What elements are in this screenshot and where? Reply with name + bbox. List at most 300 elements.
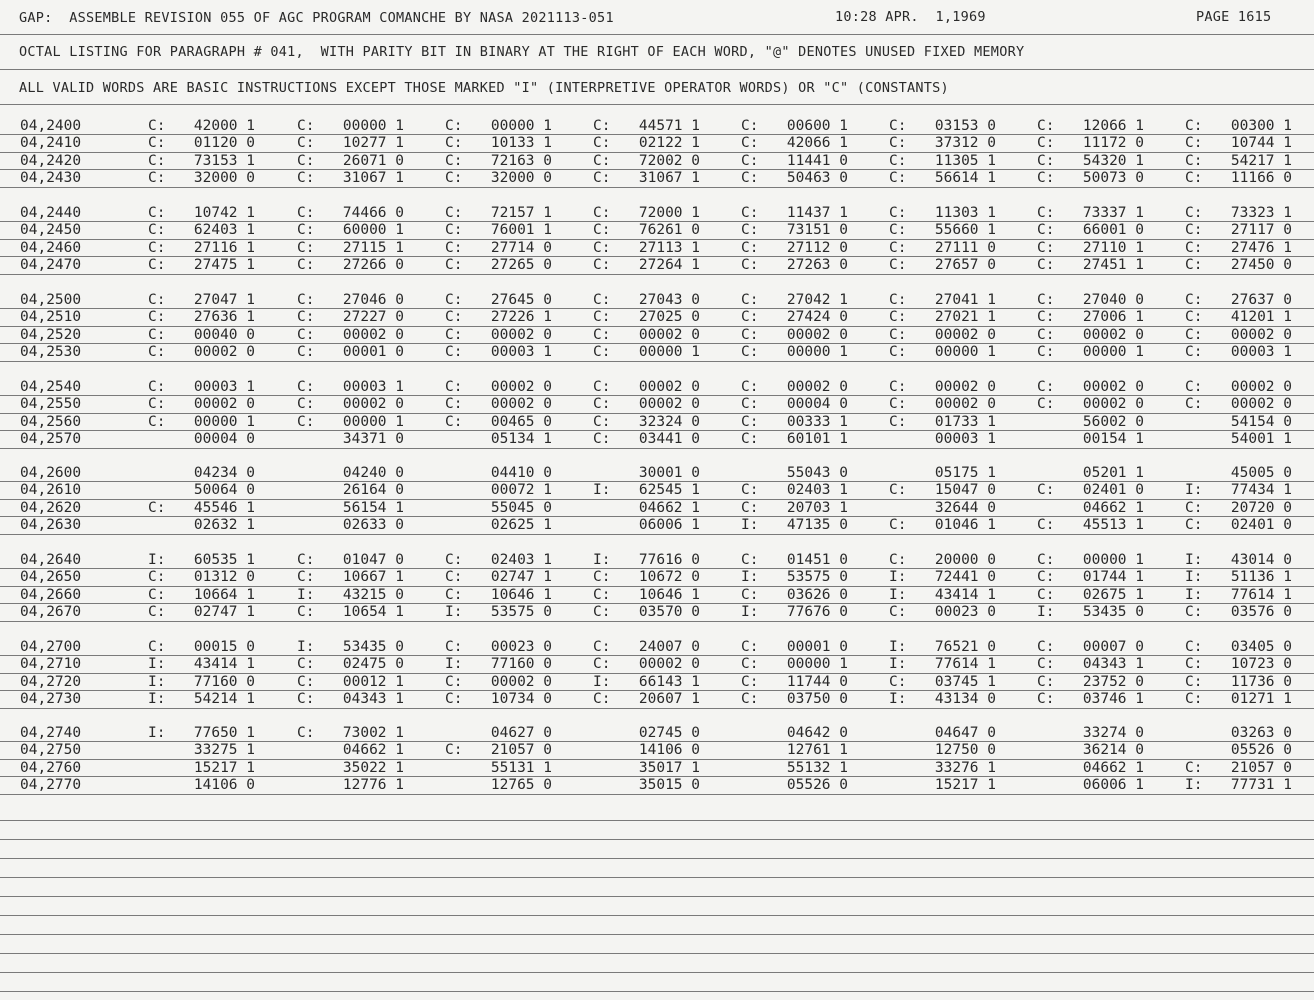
octal-word: 77614 1	[934, 656, 996, 673]
constant-marker: C:	[1185, 499, 1203, 516]
octal-word: 34371 0	[342, 431, 404, 448]
octal-word: 01271 1	[1230, 691, 1292, 708]
listing-row	[0, 569, 1314, 587]
constant-marker: C:	[741, 344, 759, 361]
row-address: 04,2570	[20, 431, 82, 448]
octal-word: 27226 1	[490, 309, 552, 326]
octal-word: 02632 1	[193, 517, 255, 534]
constant-marker: C:	[741, 656, 759, 673]
octal-word: 12750 0	[934, 742, 996, 759]
constant-marker: C:	[741, 379, 759, 395]
octal-word: 73153 1	[193, 152, 255, 169]
constant-marker: C:	[1185, 205, 1203, 221]
octal-word: 04343 1	[342, 691, 404, 708]
constant-marker: C:	[148, 344, 166, 361]
octal-word: 54217 1	[1230, 152, 1292, 169]
interpretive-marker: I:	[889, 656, 907, 673]
octal-word: 50463 0	[786, 170, 848, 187]
constant-marker: C:	[889, 239, 907, 256]
interpretive-marker: I:	[889, 691, 907, 708]
octal-word: 00003 1	[490, 344, 552, 361]
octal-word: 02401 0	[1082, 482, 1144, 499]
row-address: 04,2750	[20, 742, 82, 759]
octal-word: 72157 1	[490, 205, 552, 221]
row-address: 04,2740	[20, 725, 82, 741]
octal-word: 00002 0	[1230, 326, 1292, 343]
row-address: 04,2770	[20, 777, 82, 794]
octal-word: 00002 0	[1082, 326, 1144, 343]
octal-word: 03746 1	[1082, 691, 1144, 708]
octal-word: 55660 1	[934, 222, 996, 239]
octal-word: 00000 1	[1082, 344, 1144, 361]
octal-word: 73323 1	[1230, 205, 1292, 221]
listing-row	[0, 292, 1314, 310]
listing-row	[0, 760, 1314, 778]
octal-word: 00154 1	[1082, 431, 1144, 448]
octal-word: 06006 1	[1082, 777, 1144, 794]
octal-word: 11172 0	[1082, 135, 1144, 152]
octal-word: 27110 1	[1082, 239, 1144, 256]
octal-word: 00002 0	[490, 396, 552, 413]
constant-marker: C:	[445, 413, 463, 430]
constant-marker: C:	[1185, 396, 1203, 413]
octal-word: 00002 0	[1230, 379, 1292, 395]
constant-marker: C:	[741, 118, 759, 134]
octal-word: 60000 1	[342, 222, 404, 239]
listing-row	[0, 674, 1314, 692]
constant-marker: C:	[889, 673, 907, 690]
constant-marker: C:	[593, 344, 611, 361]
octal-word: 77616 0	[638, 552, 700, 568]
row-address: 04,2410	[20, 135, 82, 152]
constant-marker: C:	[593, 639, 611, 655]
listing-row	[0, 327, 1314, 345]
constant-marker: C:	[741, 673, 759, 690]
ruled-line	[0, 972, 1314, 973]
octal-word: 33275 1	[193, 742, 255, 759]
constant-marker: C:	[889, 604, 907, 621]
octal-word: 00023 0	[490, 639, 552, 655]
constant-marker: C:	[445, 135, 463, 152]
interpretive-marker: I:	[445, 604, 463, 621]
octal-word: 00000 1	[490, 118, 552, 134]
octal-word: 02747 1	[490, 569, 552, 586]
constant-marker: C:	[445, 292, 463, 308]
octal-word: 01744 1	[1082, 569, 1144, 586]
octal-word: 04662 1	[342, 742, 404, 759]
constant-marker: C:	[148, 309, 166, 326]
octal-word: 00000 1	[1082, 552, 1144, 568]
constant-marker: C:	[1185, 344, 1203, 361]
octal-word: 04240 0	[342, 465, 404, 481]
constant-marker: C:	[741, 135, 759, 152]
constant-marker: C:	[889, 482, 907, 499]
constant-marker: C:	[148, 222, 166, 239]
ruled-line	[0, 69, 1314, 70]
octal-word: 00333 1	[786, 413, 848, 430]
constant-marker: C:	[445, 344, 463, 361]
octal-word: 00002 0	[1082, 379, 1144, 395]
constant-marker: C:	[445, 379, 463, 395]
constant-marker: C:	[297, 725, 315, 741]
constant-marker: C:	[297, 292, 315, 308]
constant-marker: C:	[297, 205, 315, 221]
octal-word: 77731 1	[1230, 777, 1292, 794]
octal-word: 21057 0	[1230, 759, 1292, 776]
interpretive-marker: I:	[297, 586, 315, 603]
constant-marker: C:	[148, 257, 166, 274]
octal-word: 05134 1	[490, 431, 552, 448]
constant-marker: C:	[593, 309, 611, 326]
octal-word: 00000 1	[786, 344, 848, 361]
constant-marker: C:	[741, 691, 759, 708]
constant-marker: C:	[148, 118, 166, 134]
constant-marker: C:	[593, 239, 611, 256]
listing-row	[0, 656, 1314, 674]
octal-word: 42066 1	[786, 135, 848, 152]
octal-word: 20607 1	[638, 691, 700, 708]
octal-word: 01120 0	[193, 135, 255, 152]
constant-marker: C:	[445, 170, 463, 187]
constant-marker: C:	[297, 691, 315, 708]
constant-marker: C:	[148, 239, 166, 256]
constant-marker: C:	[741, 222, 759, 239]
row-address: 04,2720	[20, 673, 82, 690]
octal-word: 10277 1	[342, 135, 404, 152]
row-address: 04,2700	[20, 639, 82, 655]
listing-row	[0, 552, 1314, 570]
listing-row	[0, 222, 1314, 240]
constant-marker: C:	[1185, 759, 1203, 776]
row-address: 04,2730	[20, 691, 82, 708]
constant-marker: C:	[593, 431, 611, 448]
octal-word: 27025 0	[638, 309, 700, 326]
octal-word: 42000 1	[193, 118, 255, 134]
octal-word: 41201 1	[1230, 309, 1292, 326]
listing-row	[0, 414, 1314, 432]
constant-marker: C:	[1037, 482, 1055, 499]
octal-word: 04642 0	[786, 725, 848, 741]
octal-word: 00002 0	[490, 673, 552, 690]
constant-marker: C:	[889, 152, 907, 169]
listing-row	[0, 691, 1314, 709]
octal-word: 10672 0	[638, 569, 700, 586]
octal-word: 24007 0	[638, 639, 700, 655]
constant-marker: C:	[1037, 205, 1055, 221]
interpretive-marker: I:	[148, 552, 166, 568]
constant-marker: C:	[741, 152, 759, 169]
octal-word: 03626 0	[786, 586, 848, 603]
octal-word: 11736 0	[1230, 673, 1292, 690]
constant-marker: C:	[297, 673, 315, 690]
octal-word: 03745 1	[934, 673, 996, 690]
octal-word: 32324 0	[638, 413, 700, 430]
octal-word: 27263 0	[786, 257, 848, 274]
octal-word: 15047 0	[934, 482, 996, 499]
octal-word: 77160 0	[490, 656, 552, 673]
constant-marker: C:	[1037, 257, 1055, 274]
constant-marker: C:	[741, 257, 759, 274]
constant-marker: C:	[1185, 673, 1203, 690]
octal-word: 11441 0	[786, 152, 848, 169]
octal-word: 54154 0	[1230, 413, 1292, 430]
constant-marker: C:	[297, 344, 315, 361]
constant-marker: C:	[1185, 379, 1203, 395]
octal-word: 00012 1	[342, 673, 404, 690]
constant-marker: C:	[1185, 656, 1203, 673]
constant-marker: C:	[1037, 639, 1055, 655]
octal-word: 54214 1	[193, 691, 255, 708]
constant-marker: C:	[445, 205, 463, 221]
octal-word: 43215 0	[342, 586, 404, 603]
constant-marker: C:	[1037, 170, 1055, 187]
octal-word: 60535 1	[193, 552, 255, 568]
row-address: 04,2560	[20, 413, 82, 430]
octal-word: 00002 0	[1230, 396, 1292, 413]
octal-word: 05526 0	[786, 777, 848, 794]
octal-word: 45005 0	[1230, 465, 1292, 481]
interpretive-marker: I:	[1185, 482, 1203, 499]
constant-marker: C:	[741, 309, 759, 326]
constant-marker: C:	[1185, 604, 1203, 621]
constant-marker: C:	[1185, 309, 1203, 326]
listing-row	[0, 604, 1314, 622]
constant-marker: C:	[593, 118, 611, 134]
constant-marker: C:	[889, 257, 907, 274]
constant-marker: C:	[297, 552, 315, 568]
row-address: 04,2600	[20, 465, 82, 481]
constant-marker: C:	[445, 639, 463, 655]
interpretive-marker: I:	[148, 691, 166, 708]
octal-word: 02633 0	[342, 517, 404, 534]
constant-marker: C:	[445, 673, 463, 690]
octal-word: 01733 1	[934, 413, 996, 430]
octal-word: 05526 0	[1230, 742, 1292, 759]
listing-row	[0, 135, 1314, 153]
row-address: 04,2500	[20, 292, 82, 308]
octal-word: 27040 0	[1082, 292, 1144, 308]
constant-marker: C:	[593, 292, 611, 308]
ruled-line	[0, 991, 1314, 992]
row-address: 04,2630	[20, 517, 82, 534]
octal-word: 00001 0	[342, 344, 404, 361]
constant-marker: C:	[148, 639, 166, 655]
constant-marker: C:	[297, 604, 315, 621]
octal-word: 04662 1	[638, 499, 700, 516]
constant-marker: C:	[1185, 152, 1203, 169]
constant-marker: C:	[741, 552, 759, 568]
octal-word: 27265 0	[490, 257, 552, 274]
interpretive-marker: I:	[297, 639, 315, 655]
row-address: 04,2420	[20, 152, 82, 169]
constant-marker: C:	[1037, 222, 1055, 239]
octal-word: 14106 0	[638, 742, 700, 759]
header-time: 10:28 APR. 1,1969	[835, 9, 986, 25]
interpretive-marker: I:	[148, 656, 166, 673]
constant-marker: C:	[1037, 569, 1055, 586]
row-address: 04,2660	[20, 586, 82, 603]
constant-marker: C:	[593, 152, 611, 169]
octal-word: 01047 0	[342, 552, 404, 568]
octal-word: 27424 0	[786, 309, 848, 326]
octal-word: 27227 0	[342, 309, 404, 326]
octal-word: 00465 0	[490, 413, 552, 430]
octal-word: 43414 1	[193, 656, 255, 673]
octal-word: 27021 1	[934, 309, 996, 326]
row-address: 04,2400	[20, 118, 82, 134]
interpretive-marker: I:	[1185, 552, 1203, 568]
constant-marker: C:	[889, 517, 907, 534]
ruled-line	[0, 877, 1314, 878]
constant-marker: C:	[297, 309, 315, 326]
constant-marker: C:	[445, 257, 463, 274]
octal-word: 27112 0	[786, 239, 848, 256]
constant-marker: C:	[1185, 292, 1203, 308]
listing-row	[0, 240, 1314, 258]
octal-word: 76001 1	[490, 222, 552, 239]
constant-marker: C:	[445, 691, 463, 708]
listing-row	[0, 465, 1314, 483]
listing-row	[0, 257, 1314, 275]
ruled-line	[0, 104, 1314, 105]
octal-word: 72000 1	[638, 205, 700, 221]
constant-marker: C:	[445, 586, 463, 603]
constant-marker: C:	[889, 309, 907, 326]
listing-row	[0, 742, 1314, 760]
octal-word: 00000 1	[638, 344, 700, 361]
octal-word: 00002 0	[638, 396, 700, 413]
octal-word: 53435 0	[1082, 604, 1144, 621]
octal-word: 27657 0	[934, 257, 996, 274]
listing-row	[0, 396, 1314, 414]
octal-word: 50064 0	[193, 482, 255, 499]
octal-word: 00003 1	[1230, 344, 1292, 361]
octal-word: 03263 0	[1230, 725, 1292, 741]
interpretive-marker: I:	[148, 673, 166, 690]
octal-word: 27041 1	[934, 292, 996, 308]
octal-word: 27475 1	[193, 257, 255, 274]
octal-word: 77434 1	[1230, 482, 1292, 499]
constant-marker: C:	[1037, 691, 1055, 708]
ruled-line	[0, 858, 1314, 859]
octal-word: 27476 1	[1230, 239, 1292, 256]
octal-word: 03750 0	[786, 691, 848, 708]
row-address: 04,2520	[20, 326, 82, 343]
octal-word: 15217 1	[193, 759, 255, 776]
constant-marker: C:	[889, 552, 907, 568]
octal-word: 00004 0	[193, 431, 255, 448]
octal-word: 76261 0	[638, 222, 700, 239]
row-address: 04,2460	[20, 239, 82, 256]
octal-word: 27116 1	[193, 239, 255, 256]
octal-word: 00002 0	[934, 379, 996, 395]
octal-word: 27636 1	[193, 309, 255, 326]
octal-word: 00015 0	[193, 639, 255, 655]
octal-word: 36214 0	[1082, 742, 1144, 759]
octal-word: 62403 1	[193, 222, 255, 239]
octal-word: 72441 0	[934, 569, 996, 586]
constant-marker: C:	[148, 135, 166, 152]
constant-marker: C:	[741, 239, 759, 256]
octal-word: 02122 1	[638, 135, 700, 152]
octal-word: 45513 1	[1082, 517, 1144, 534]
octal-word: 03576 0	[1230, 604, 1292, 621]
constant-marker: C:	[593, 205, 611, 221]
constant-marker: C:	[148, 170, 166, 187]
octal-word: 45546 1	[193, 499, 255, 516]
octal-word: 27115 1	[342, 239, 404, 256]
octal-word: 14106 0	[193, 777, 255, 794]
header-page: PAGE 1615	[1196, 9, 1272, 25]
constant-marker: C:	[148, 499, 166, 516]
constant-marker: C:	[1037, 379, 1055, 395]
constant-marker: C:	[741, 205, 759, 221]
octal-word: 77160 0	[193, 673, 255, 690]
octal-word: 00072 1	[490, 482, 552, 499]
octal-word: 04410 0	[490, 465, 552, 481]
interpretive-marker: I:	[889, 569, 907, 586]
interpretive-marker: I:	[741, 569, 759, 586]
constant-marker: C:	[1037, 152, 1055, 169]
octal-word: 00002 0	[638, 656, 700, 673]
constant-marker: C:	[1037, 396, 1055, 413]
constant-marker: C:	[889, 135, 907, 152]
octal-word: 35017 1	[638, 759, 700, 776]
listing-row	[0, 431, 1314, 449]
octal-word: 27006 1	[1082, 309, 1144, 326]
constant-marker: C:	[889, 379, 907, 395]
octal-word: 77676 0	[786, 604, 848, 621]
constant-marker: C:	[593, 586, 611, 603]
constant-marker: C:	[889, 344, 907, 361]
constant-marker: C:	[593, 135, 611, 152]
constant-marker: C:	[445, 309, 463, 326]
constant-marker: C:	[445, 742, 463, 759]
constant-marker: C:	[741, 586, 759, 603]
row-address: 04,2450	[20, 222, 82, 239]
constant-marker: C:	[148, 205, 166, 221]
octal-word: 12066 1	[1082, 118, 1144, 134]
octal-word: 73002 1	[342, 725, 404, 741]
octal-word: 35015 0	[638, 777, 700, 794]
row-address: 04,2430	[20, 170, 82, 187]
row-address: 04,2670	[20, 604, 82, 621]
constant-marker: C:	[741, 170, 759, 187]
octal-word: 27637 0	[1230, 292, 1292, 308]
octal-word: 00040 0	[193, 326, 255, 343]
header-description: OCTAL LISTING FOR PARAGRAPH # 041, WITH PARITY BIT IN BINARY AT THE RIGHT OF EACH WORD, "@" DENOTES UNUSED FIXED MEMORY	[19, 44, 1025, 60]
row-address: 04,2620	[20, 499, 82, 516]
octal-word: 31067 1	[638, 170, 700, 187]
octal-word: 62545 1	[638, 482, 700, 499]
octal-word: 00004 0	[786, 396, 848, 413]
octal-word: 74466 0	[342, 205, 404, 221]
constant-marker: C:	[148, 326, 166, 343]
interpretive-marker: I:	[593, 482, 611, 499]
octal-word: 00003 1	[342, 379, 404, 395]
ruled-line	[0, 915, 1314, 916]
constant-marker: C:	[297, 257, 315, 274]
octal-word: 20720 0	[1230, 499, 1292, 516]
octal-word: 00002 0	[342, 326, 404, 343]
listing-row	[0, 725, 1314, 743]
octal-word: 27714 0	[490, 239, 552, 256]
octal-word: 02675 1	[1082, 586, 1144, 603]
constant-marker: C:	[1185, 170, 1203, 187]
interpretive-marker: I:	[1185, 777, 1203, 794]
constant-marker: C:	[889, 396, 907, 413]
constant-marker: C:	[741, 292, 759, 308]
